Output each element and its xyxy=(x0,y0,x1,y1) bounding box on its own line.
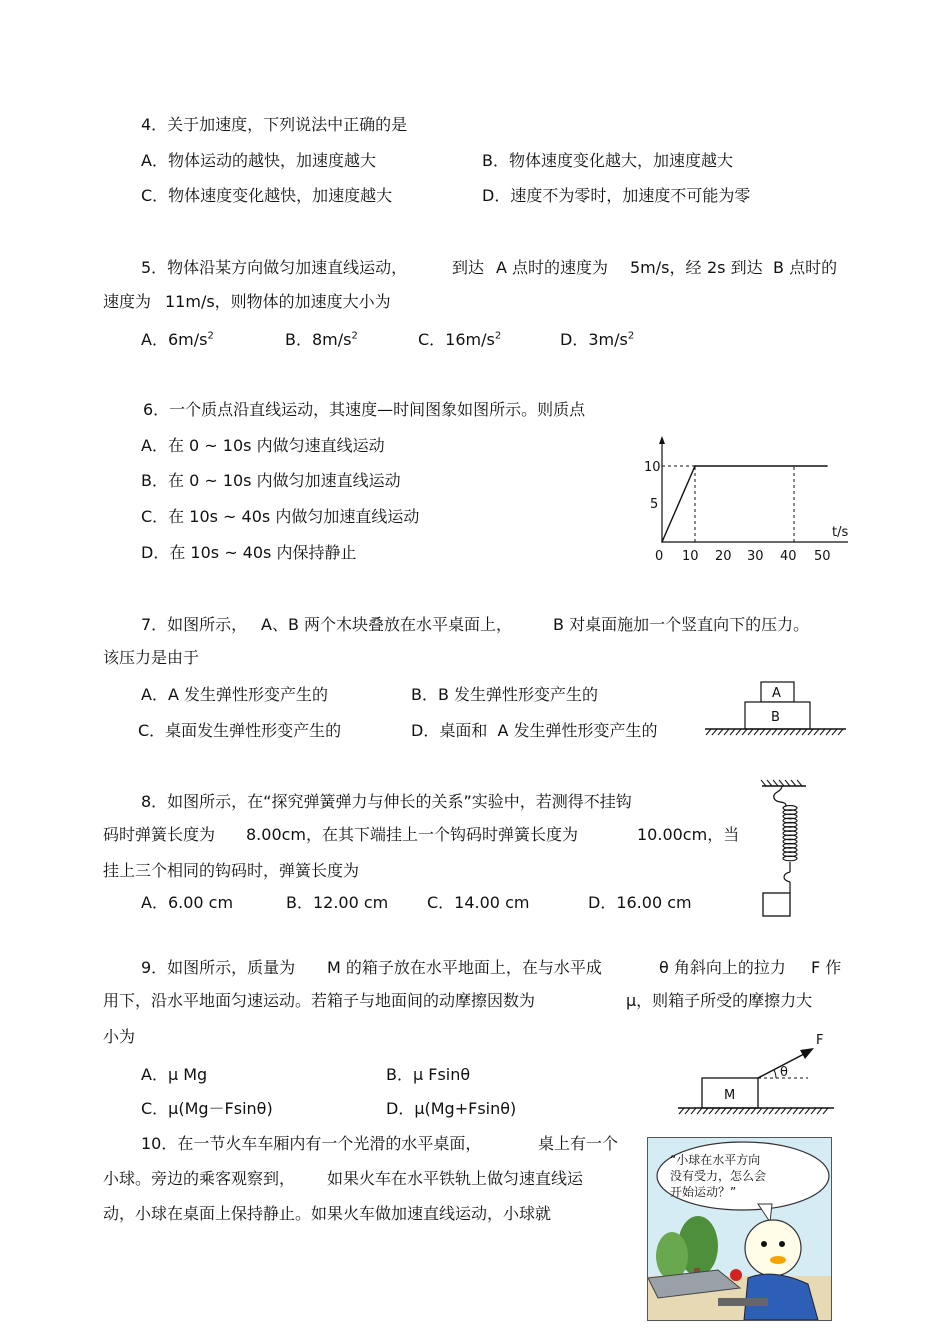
hatch-mark xyxy=(769,1108,774,1114)
hatch-mark xyxy=(779,780,784,786)
q7-stem-2: A、B 两个木块叠放在水平桌面上， xyxy=(261,615,513,634)
x-tick-label: 0 xyxy=(655,549,664,564)
q5-stem-5: 2s 到达 xyxy=(707,258,763,277)
q5-line2b: 11m/s，则物体的加速度大小为 xyxy=(165,292,391,311)
q9-line2a: 用下，沿水平地面匀速运动。若箱子与地面间的动摩擦因数为 xyxy=(103,991,536,1010)
q9-line1c: θ 角斜向上的拉力 xyxy=(659,958,786,977)
blocks-figure xyxy=(703,680,848,740)
q9-line1d: F 作 xyxy=(811,958,842,977)
hatch-mark xyxy=(773,780,778,786)
hatch-mark xyxy=(706,729,711,735)
q8-option-d: D．16.00 cm xyxy=(588,893,692,912)
q8-line1: 8．如图所示，在“探究弹簧弹力与伸长的关系”实验中，若测得不挂钩 xyxy=(141,792,632,811)
hatch-mark xyxy=(832,729,837,735)
hatch-mark xyxy=(727,1108,732,1114)
hatch-mark xyxy=(823,1108,828,1114)
q7-stem-1: 7．如图所示， xyxy=(141,615,248,634)
hatch-mark xyxy=(785,780,790,786)
hatch-mark xyxy=(805,1108,810,1114)
y-tick-label: 10 xyxy=(644,460,661,475)
q5-stem-3: A 点时的速度为 xyxy=(496,258,609,277)
speech-line-1: “小球在水平方向 xyxy=(670,1153,761,1167)
speech-line-2: 没有受力，怎么会 xyxy=(670,1169,767,1183)
q10-line2b: 如果火车在水平铁轨上做匀速直线运 xyxy=(327,1169,584,1188)
q7-option-c: C．桌面发生弹性形变产生的 xyxy=(138,721,342,740)
x-tick-label: 30 xyxy=(747,549,764,564)
data-point xyxy=(826,465,828,467)
q9-line3: 小为 xyxy=(103,1027,136,1046)
hatch-mark xyxy=(781,1108,786,1114)
q5-stem-4: 5m/s，经 xyxy=(630,258,702,277)
speech-line-3: 开始运动？” xyxy=(670,1185,737,1199)
hatch-mark xyxy=(775,1108,780,1114)
velocity-line xyxy=(662,466,827,542)
q9-option-d: D．μ(Mg+Fsinθ) xyxy=(386,1099,517,1118)
q4-option-d: D．速度不为零时，加速度不可能为零 xyxy=(482,186,751,205)
hatch-mark xyxy=(793,1108,798,1114)
hatch-mark xyxy=(814,729,819,735)
x-tick-label: 10 xyxy=(682,549,699,564)
q10-line1a: 10．在一节火车车厢内有一个光滑的水平桌面， xyxy=(141,1134,482,1153)
box-label: M xyxy=(724,1088,736,1103)
q6-stem: 6．一个质点沿直线运动，其速度—时间图象如图所示。则质点 xyxy=(143,400,586,419)
q8-option-a: A．6.00 cm xyxy=(141,893,234,912)
hatch-mark xyxy=(709,1108,714,1114)
angle-label: θ xyxy=(780,1065,788,1080)
y-tick-label: 5 xyxy=(650,497,659,512)
hatch-mark xyxy=(730,729,735,735)
q6-option-c: C．在 10s ~ 40s 内做匀加速直线运动 xyxy=(141,507,420,526)
hatch-mark xyxy=(772,729,777,735)
q7-option-d: D．桌面和 A 发生弹性形变产生的 xyxy=(411,721,658,740)
hatch-mark xyxy=(838,729,843,735)
hatch-mark xyxy=(817,1108,822,1114)
q5-option-a: A．$6m/s^2$ xyxy=(141,330,214,349)
hatch-mark xyxy=(766,729,771,735)
q5-stem-2: 到达 xyxy=(452,258,485,277)
hatch-mark xyxy=(733,1108,738,1114)
hatch-mark xyxy=(751,1108,756,1114)
q8-line2c: 10.00cm，当 xyxy=(637,825,740,844)
q8-line2b: 8.00cm，在其下端挂上一个钩码时弹簧长度为 xyxy=(246,825,579,844)
hatch-mark xyxy=(784,729,789,735)
hatch-mark xyxy=(736,729,741,735)
q8-option-c: C．14.00 cm xyxy=(427,893,530,912)
q9-option-b: B．μ Fsinθ xyxy=(386,1065,471,1084)
hatch-mark xyxy=(718,729,723,735)
q10-line2a: 小球。旁边的乘客观察到， xyxy=(103,1169,296,1188)
hatch-mark xyxy=(761,780,766,786)
q8-line3: 挂上三个相同的钩码时，弹簧长度为 xyxy=(103,861,360,880)
q5-line2a: 速度为 xyxy=(103,292,152,311)
q6-option-b: B．在 0 ~ 10s 内做匀加速直线运动 xyxy=(141,471,401,490)
q9-line1b: M 的箱子放在水平地面上，在与水平成 xyxy=(327,958,602,977)
hatch-mark xyxy=(712,729,717,735)
hatch-mark xyxy=(791,780,796,786)
q7-option-a: A．A 发生弹性形变产生的 xyxy=(141,685,328,704)
hatch-mark xyxy=(811,1108,816,1114)
q6-option-d: D．在 10s ~ 40s 内保持静止 xyxy=(141,543,357,562)
hatch-mark xyxy=(808,729,813,735)
hatch-mark xyxy=(739,1108,744,1114)
hatch-mark xyxy=(799,1108,804,1114)
hatch-mark xyxy=(778,729,783,735)
q10-line1b: 桌上有一个 xyxy=(538,1134,619,1153)
hatch-mark xyxy=(721,1108,726,1114)
hatch-mark xyxy=(685,1108,690,1114)
data-point xyxy=(694,465,696,467)
hatch-mark xyxy=(724,729,729,735)
x-tick-label: 20 xyxy=(715,549,732,564)
cartoon-illustration xyxy=(647,1137,832,1321)
q4-stem: 4．关于加速度，下列说法中正确的是 xyxy=(141,115,408,134)
q5-stem-1: 5．物体沿某方向做匀加速直线运动， xyxy=(141,258,408,277)
q4-option-b: B．物体速度变化越大，加速度越大 xyxy=(482,151,733,170)
hatch-mark xyxy=(742,729,747,735)
q7-option-b: B．B 发生弹性形变产生的 xyxy=(411,685,599,704)
box-figure xyxy=(676,1028,836,1118)
hatch-mark xyxy=(697,1108,702,1114)
spring-figure xyxy=(752,780,812,922)
hatch-mark xyxy=(767,780,772,786)
q4-option-a: A．物体运动的越快，加速度越大 xyxy=(141,151,376,170)
hatch-mark xyxy=(748,729,753,735)
hatch-mark xyxy=(802,729,807,735)
hatch-mark xyxy=(745,1108,750,1114)
hatch-mark xyxy=(787,1108,792,1114)
hatch-mark xyxy=(797,780,802,786)
q9-option-a: A．μ Mg xyxy=(141,1065,208,1084)
data-point xyxy=(661,541,663,543)
hatch-mark xyxy=(760,729,765,735)
hatch-mark xyxy=(790,729,795,735)
hatch-mark xyxy=(796,729,801,735)
hatch-mark xyxy=(757,1108,762,1114)
x-tick-label: 50 xyxy=(814,549,831,564)
q6-option-a: A．在 0 ~ 10s 内做匀速直线运动 xyxy=(141,436,385,455)
hatch-mark xyxy=(763,1108,768,1114)
q4-option-c: C．物体速度变化越快，加速度越大 xyxy=(141,186,393,205)
q8-option-b: B．12.00 cm xyxy=(286,893,389,912)
q10-line3: 动，小球在桌面上保持静止。如果火车做加速直线运动，小球就 xyxy=(103,1204,552,1223)
hatch-mark xyxy=(826,729,831,735)
x-tick-label: 40 xyxy=(780,549,797,564)
hatch-mark xyxy=(715,1108,720,1114)
q5-option-d: D．$3m/s^2$ xyxy=(560,330,635,349)
vt-graph xyxy=(640,430,855,570)
x-axis-unit: t/s xyxy=(832,525,849,540)
hatch-mark xyxy=(679,1108,684,1114)
hatch-mark xyxy=(754,729,759,735)
q9-line2b: μ，则箱子所受的摩擦力大 xyxy=(626,991,813,1010)
q8-line2a: 码时弹簧长度为 xyxy=(103,825,216,844)
block-a-label: A xyxy=(772,686,781,701)
q9-option-c: C．μ(Mg－Fsinθ) xyxy=(141,1099,273,1118)
q7-line2: 该压力是由于 xyxy=(103,648,200,667)
hatch-mark xyxy=(820,729,825,735)
q7-stem-3: B 对桌面施加一个竖直向下的压力。 xyxy=(553,615,810,634)
hatch-mark xyxy=(691,1108,696,1114)
q5-stem-6: B 点时的 xyxy=(773,258,838,277)
q9-line1a: 9．如图所示，质量为 xyxy=(141,958,296,977)
force-label: F xyxy=(816,1033,824,1048)
q5-option-b: B．$8m/s^2$ xyxy=(285,330,358,349)
q5-option-c: C．$16m/s^2$ xyxy=(418,330,502,349)
block-b-label: B xyxy=(771,710,780,725)
hatch-mark xyxy=(703,1108,708,1114)
